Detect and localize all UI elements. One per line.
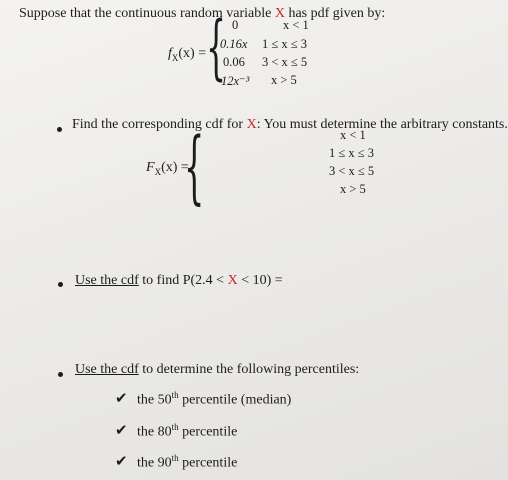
- bullet-icon: [58, 282, 63, 287]
- cdf-condition: x > 5: [340, 182, 366, 196]
- use-the-cdf-text: Use the cdf: [75, 362, 139, 377]
- pdf-condition: 1 ≤ x ≤ 3: [262, 37, 307, 51]
- random-variable-x: X: [274, 6, 285, 21]
- intro-text-after: has pdf given by:: [284, 6, 386, 21]
- bullet-icon: [57, 127, 62, 132]
- percentile-item: the 50th percentile (median): [137, 390, 292, 408]
- cdf-condition: 3 < x ≤ 5: [329, 164, 375, 178]
- pdf-value: 0.16x: [220, 37, 248, 51]
- cdf-condition: x < 1: [340, 128, 366, 142]
- bullet-percentiles: Use the cdf to determine the following percentiles:: [75, 362, 360, 377]
- pdf-condition: 3 < x ≤ 5: [262, 55, 308, 69]
- cdf-label: $F_X(x)$ =: [146, 160, 189, 177]
- pdf-value: 12x⁻³: [221, 74, 250, 88]
- pdf-condition: x < 1: [283, 18, 309, 32]
- pdf-brace: {: [206, 6, 227, 88]
- checkmark-icon: ✔: [115, 421, 128, 439]
- bullet-find-cdf: Find the corresponding cdf for X: You must determine the arbitrary constants.: [72, 117, 508, 132]
- bullet-icon: [58, 372, 63, 377]
- cdf-condition: 1 ≤ x ≤ 3: [329, 146, 374, 160]
- cdf-brace: {: [184, 120, 205, 213]
- pdf-value: 0: [232, 18, 239, 32]
- intro-text-before: Suppose that the continuous random variable: [19, 6, 275, 21]
- random-variable-x: X: [227, 273, 238, 288]
- pdf-condition: x > 5: [271, 73, 297, 87]
- percentile-item: the 90th percentile: [137, 453, 238, 471]
- bullet-probability: Use the cdf to find P(2.4 < X < 10) =: [75, 273, 283, 288]
- random-variable-x: X: [246, 117, 257, 132]
- problem-statement: [19, 6, 385, 22]
- use-the-cdf-text: Use the cdf: [75, 273, 139, 288]
- pdf-value: 0.06: [223, 55, 245, 69]
- checkmark-icon: ✔: [115, 452, 128, 470]
- checkmark-icon: ✔: [115, 389, 128, 407]
- pdf-label: $f_X(x)$ =: [168, 46, 207, 63]
- percentile-item: the 80th percentile: [137, 422, 238, 440]
